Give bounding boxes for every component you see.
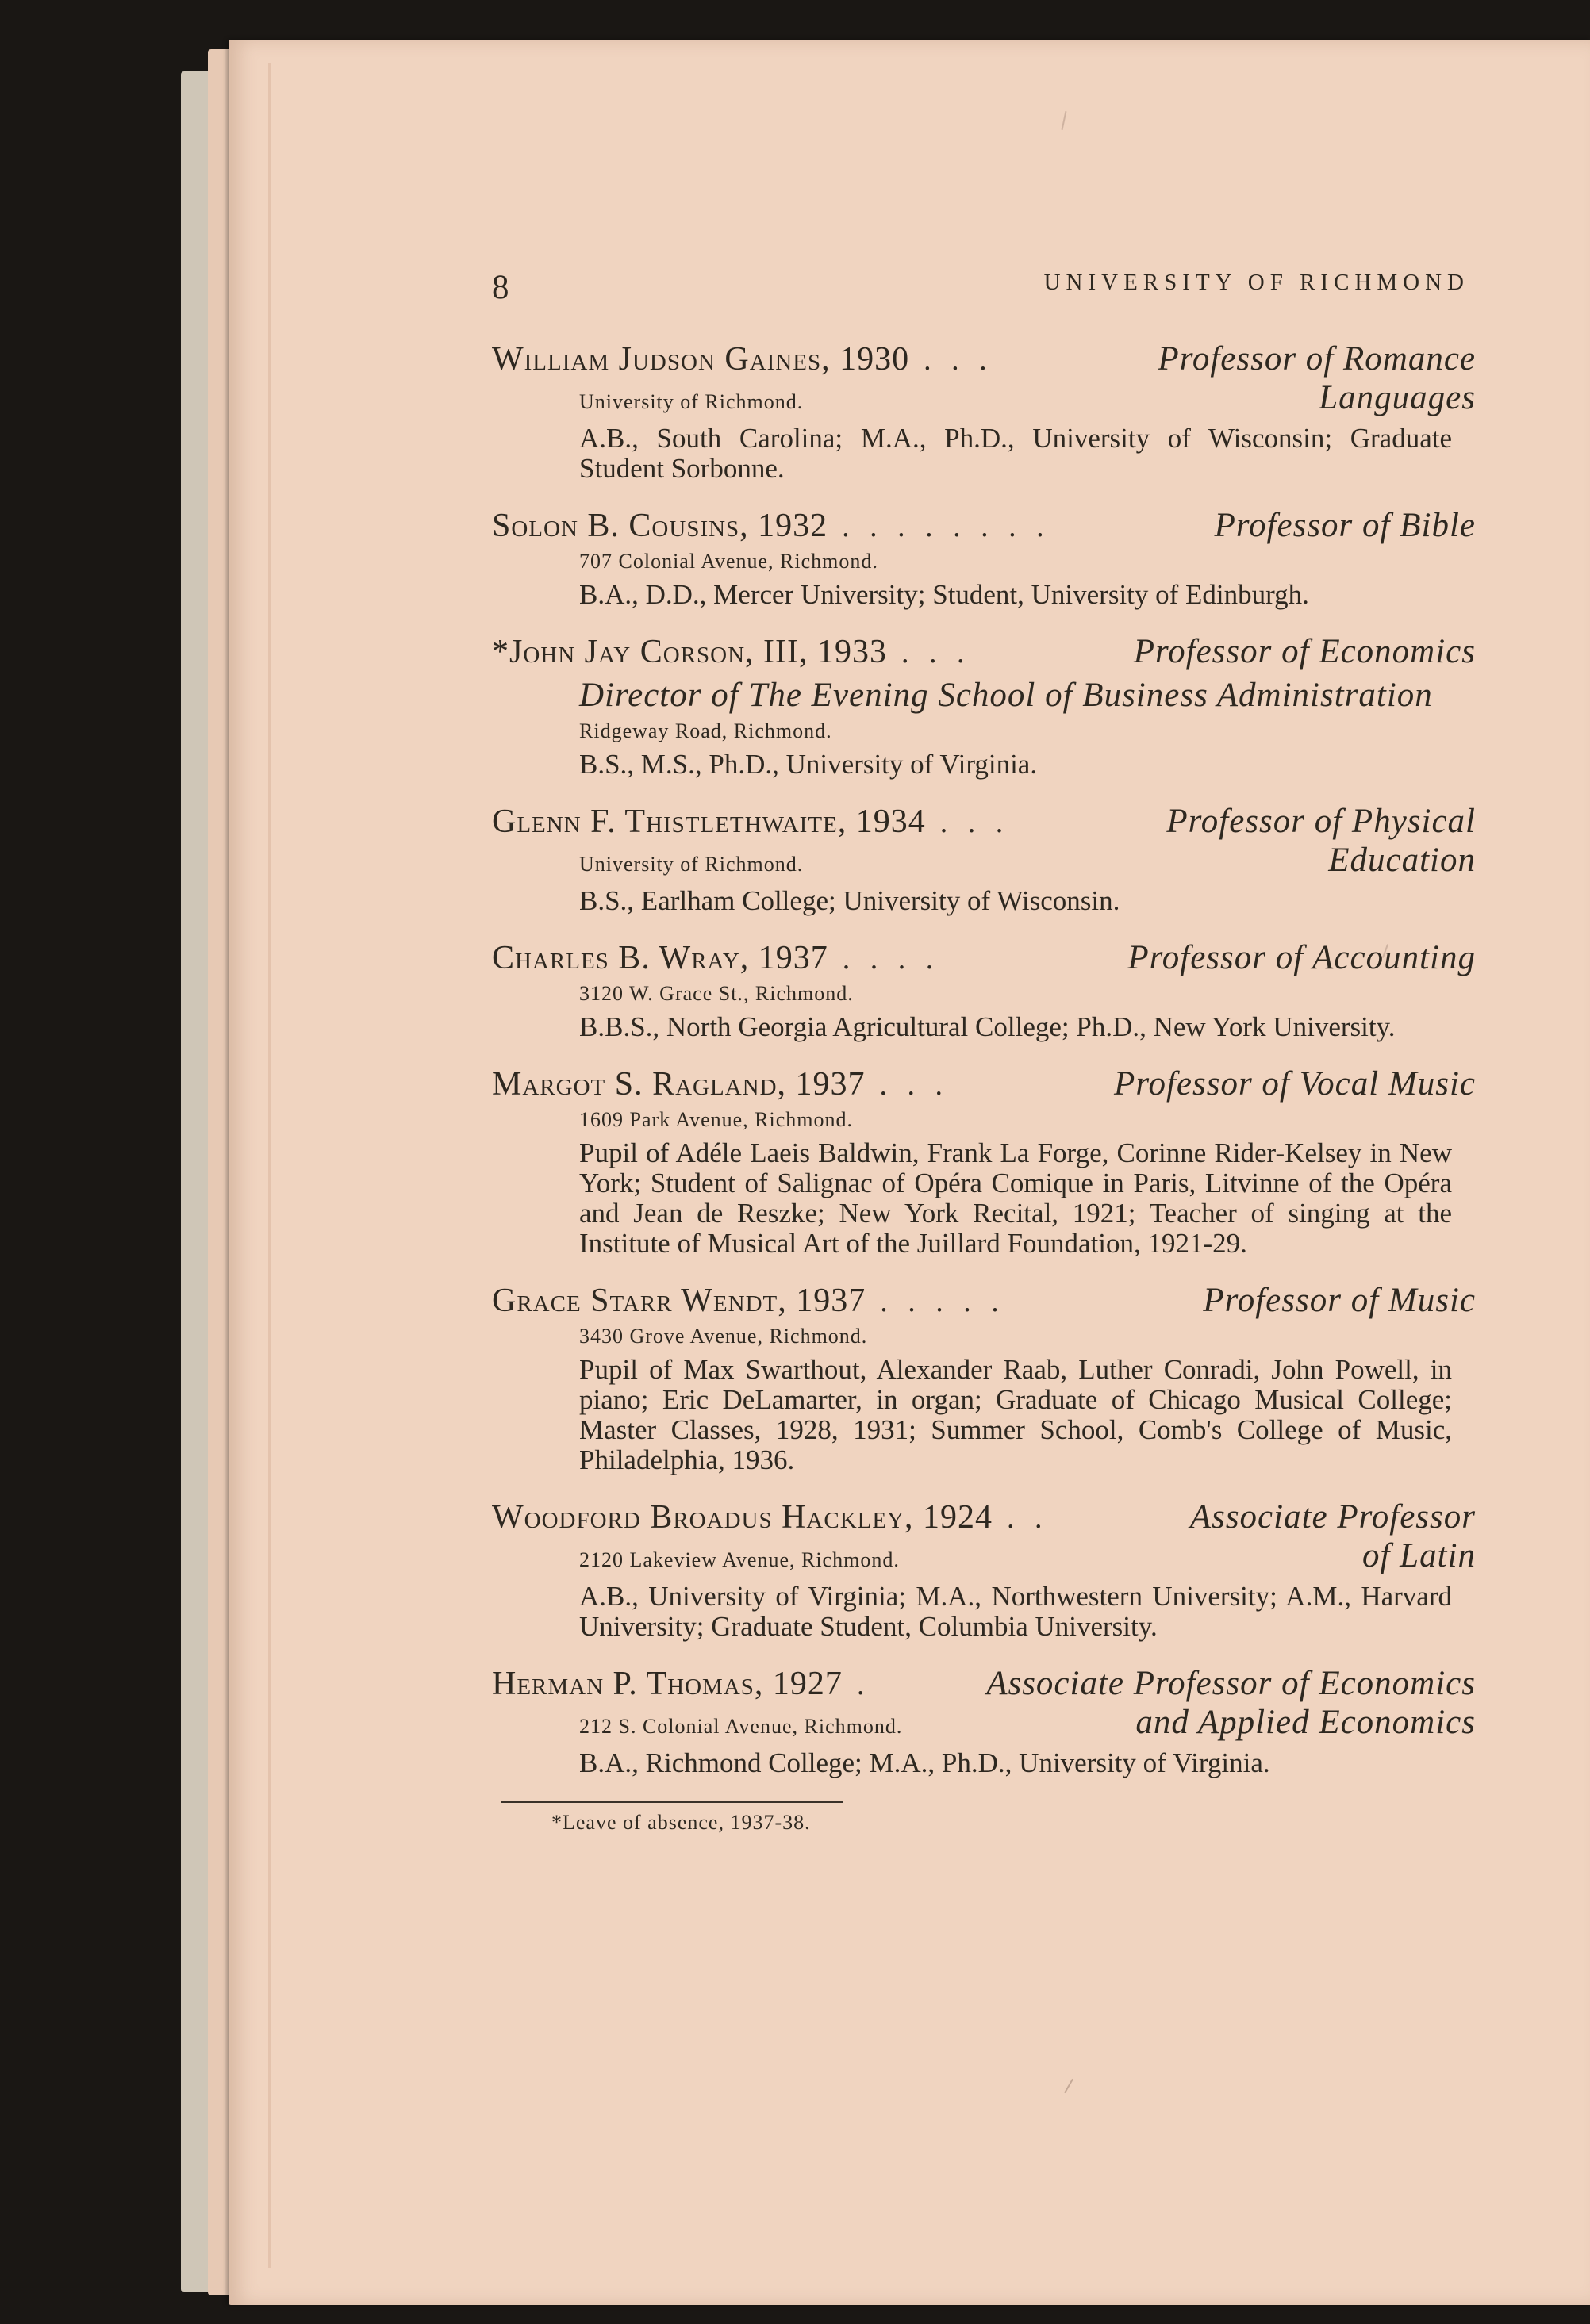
faculty-address: Ridgeway Road, Richmond. (579, 719, 832, 742)
faculty-entry (492, 802, 1476, 916)
faculty-name: *John Jay Corson, III, 1933 (492, 634, 888, 670)
faculty-title-cont: Languages (1319, 379, 1476, 416)
running-title: UNIVERSITY OF RICHMOND (1043, 270, 1469, 295)
faculty-name: Solon B. Cousins, 1932 (492, 508, 828, 544)
faculty-credentials: B.A., Richmond College; M.A., Ph.D., University of Virginia. (579, 1747, 1270, 1778)
faculty-credentials: Pupil of Adéle Laeis Baldwin, Frank La Forge, Corinne Rider-Kelsey in New York; Student of Salignac of Opéra Comique in Paris, Litvinne of the Opéra and Jean de Reszke; New York Recital, 1921; Teacher of singing at the Institute of Musical Art of the Juillard Foundation, 1921-29. (579, 1137, 1452, 1259)
faculty-entry (492, 1064, 1476, 1259)
page-edge-line (268, 63, 271, 2268)
faculty-name: Grace Starr Wendt, 1937 (492, 1283, 866, 1319)
faculty-title-cont: and Applied Economics (1135, 1704, 1476, 1741)
faculty-entry (492, 1664, 1476, 1778)
page-number: 8 (492, 269, 510, 306)
leader-dots: . . . . (842, 942, 940, 976)
leader-dots: . . (1007, 1501, 1049, 1535)
leader-dots: . . . (901, 636, 971, 669)
faculty-entry (492, 632, 1476, 780)
faculty-title: Professor of Romance (1158, 340, 1476, 378)
faculty-entry (492, 506, 1476, 610)
leader-dots: . . . (939, 806, 1010, 839)
leader-dots: . . . . . . . . (842, 510, 1050, 543)
faculty-address: 707 Colonial Avenue, Richmond. (579, 550, 878, 573)
faculty-credentials: B.S., Earlham College; University of Wisconsin. (579, 885, 1120, 916)
faculty-name: Charles B. Wray, 1937 (492, 940, 828, 976)
faculty-address: University of Richmond. (579, 390, 804, 413)
faculty-entry (492, 339, 1476, 484)
faculty-name: Glenn F. Thistlethwaite, 1934 (492, 803, 926, 840)
faculty-credentials: B.S., M.S., Ph.D., University of Virginia. (579, 749, 1038, 780)
faculty-title: Professor of Physical (1166, 803, 1476, 840)
faculty-credentials: A.B., South Carolina; M.A., Ph.D., University of Wisconsin; Graduate Student Sorbonne. (579, 423, 1452, 484)
faculty-address: 212 S. Colonial Avenue, Richmond. (579, 1715, 903, 1738)
leader-dots: . . . . . (880, 1285, 1005, 1318)
faculty-title-cont: of Latin (1361, 1537, 1476, 1574)
faculty-title-cont: Director of The Evening School of Business Administration (579, 677, 1433, 714)
faculty-list (492, 339, 1476, 1835)
faculty-credentials: B.A., D.D., Mercer University; Student, University of Edinburgh. (579, 579, 1309, 610)
faculty-title: Professor of Economics (1133, 633, 1476, 670)
faculty-name: Margot S. Ragland, 1937 (492, 1066, 866, 1103)
faculty-address: University of Richmond. (579, 853, 804, 876)
leader-dots: . (856, 1668, 871, 1701)
faculty-name: William Judson Gaines, 1930 (492, 341, 910, 378)
faculty-address: 1609 Park Avenue, Richmond. (579, 1108, 853, 1131)
leader-dots: . . . (924, 343, 993, 377)
faculty-entry (492, 1498, 1476, 1642)
faculty-address: 3430 Grove Avenue, Richmond. (579, 1325, 868, 1348)
faculty-name: Woodford Broadus Hackley, 1924 (492, 1499, 993, 1536)
faculty-title: Associate Professor (1189, 1498, 1476, 1536)
faculty-title: Associate Professor of Economics (986, 1665, 1476, 1702)
faculty-address: 2120 Lakeview Avenue, Richmond. (579, 1548, 900, 1571)
faculty-name: Herman P. Thomas, 1927 (492, 1666, 843, 1702)
faculty-title: Professor of Bible (1214, 507, 1476, 544)
footnote-rule (501, 1801, 843, 1803)
faculty-entry (492, 938, 1476, 1042)
faculty-title: Professor of Accounting (1127, 939, 1476, 976)
faculty-title-cont: Education (1328, 842, 1476, 879)
faculty-entry (492, 1281, 1476, 1475)
faculty-title: Professor of Vocal Music (1114, 1065, 1476, 1103)
faculty-credentials: A.B., University of Virginia; M.A., Northwestern University; A.M., Harvard University; Graduate Student, Columbia University. (579, 1581, 1452, 1642)
faculty-address: 3120 W. Grace St., Richmond. (579, 982, 854, 1005)
faculty-credentials: B.B.S., North Georgia Agricultural College; Ph.D., New York University. (579, 1011, 1396, 1042)
leader-dots: . . . (879, 1068, 950, 1102)
faculty-credentials: Pupil of Max Swarthout, Alexander Raab, Luther Conradi, John Powell, in piano; Eric DeLamarter, in organ; Graduate of Chicago Musical College; Master Classes, 1928, 1931; Summer School, Comb's College of Music, Philadelphia, 1936. (579, 1354, 1452, 1475)
faculty-title: Professor of Music (1203, 1282, 1476, 1319)
footnote: *Leave of absence, 1937-38. (551, 1811, 811, 1834)
